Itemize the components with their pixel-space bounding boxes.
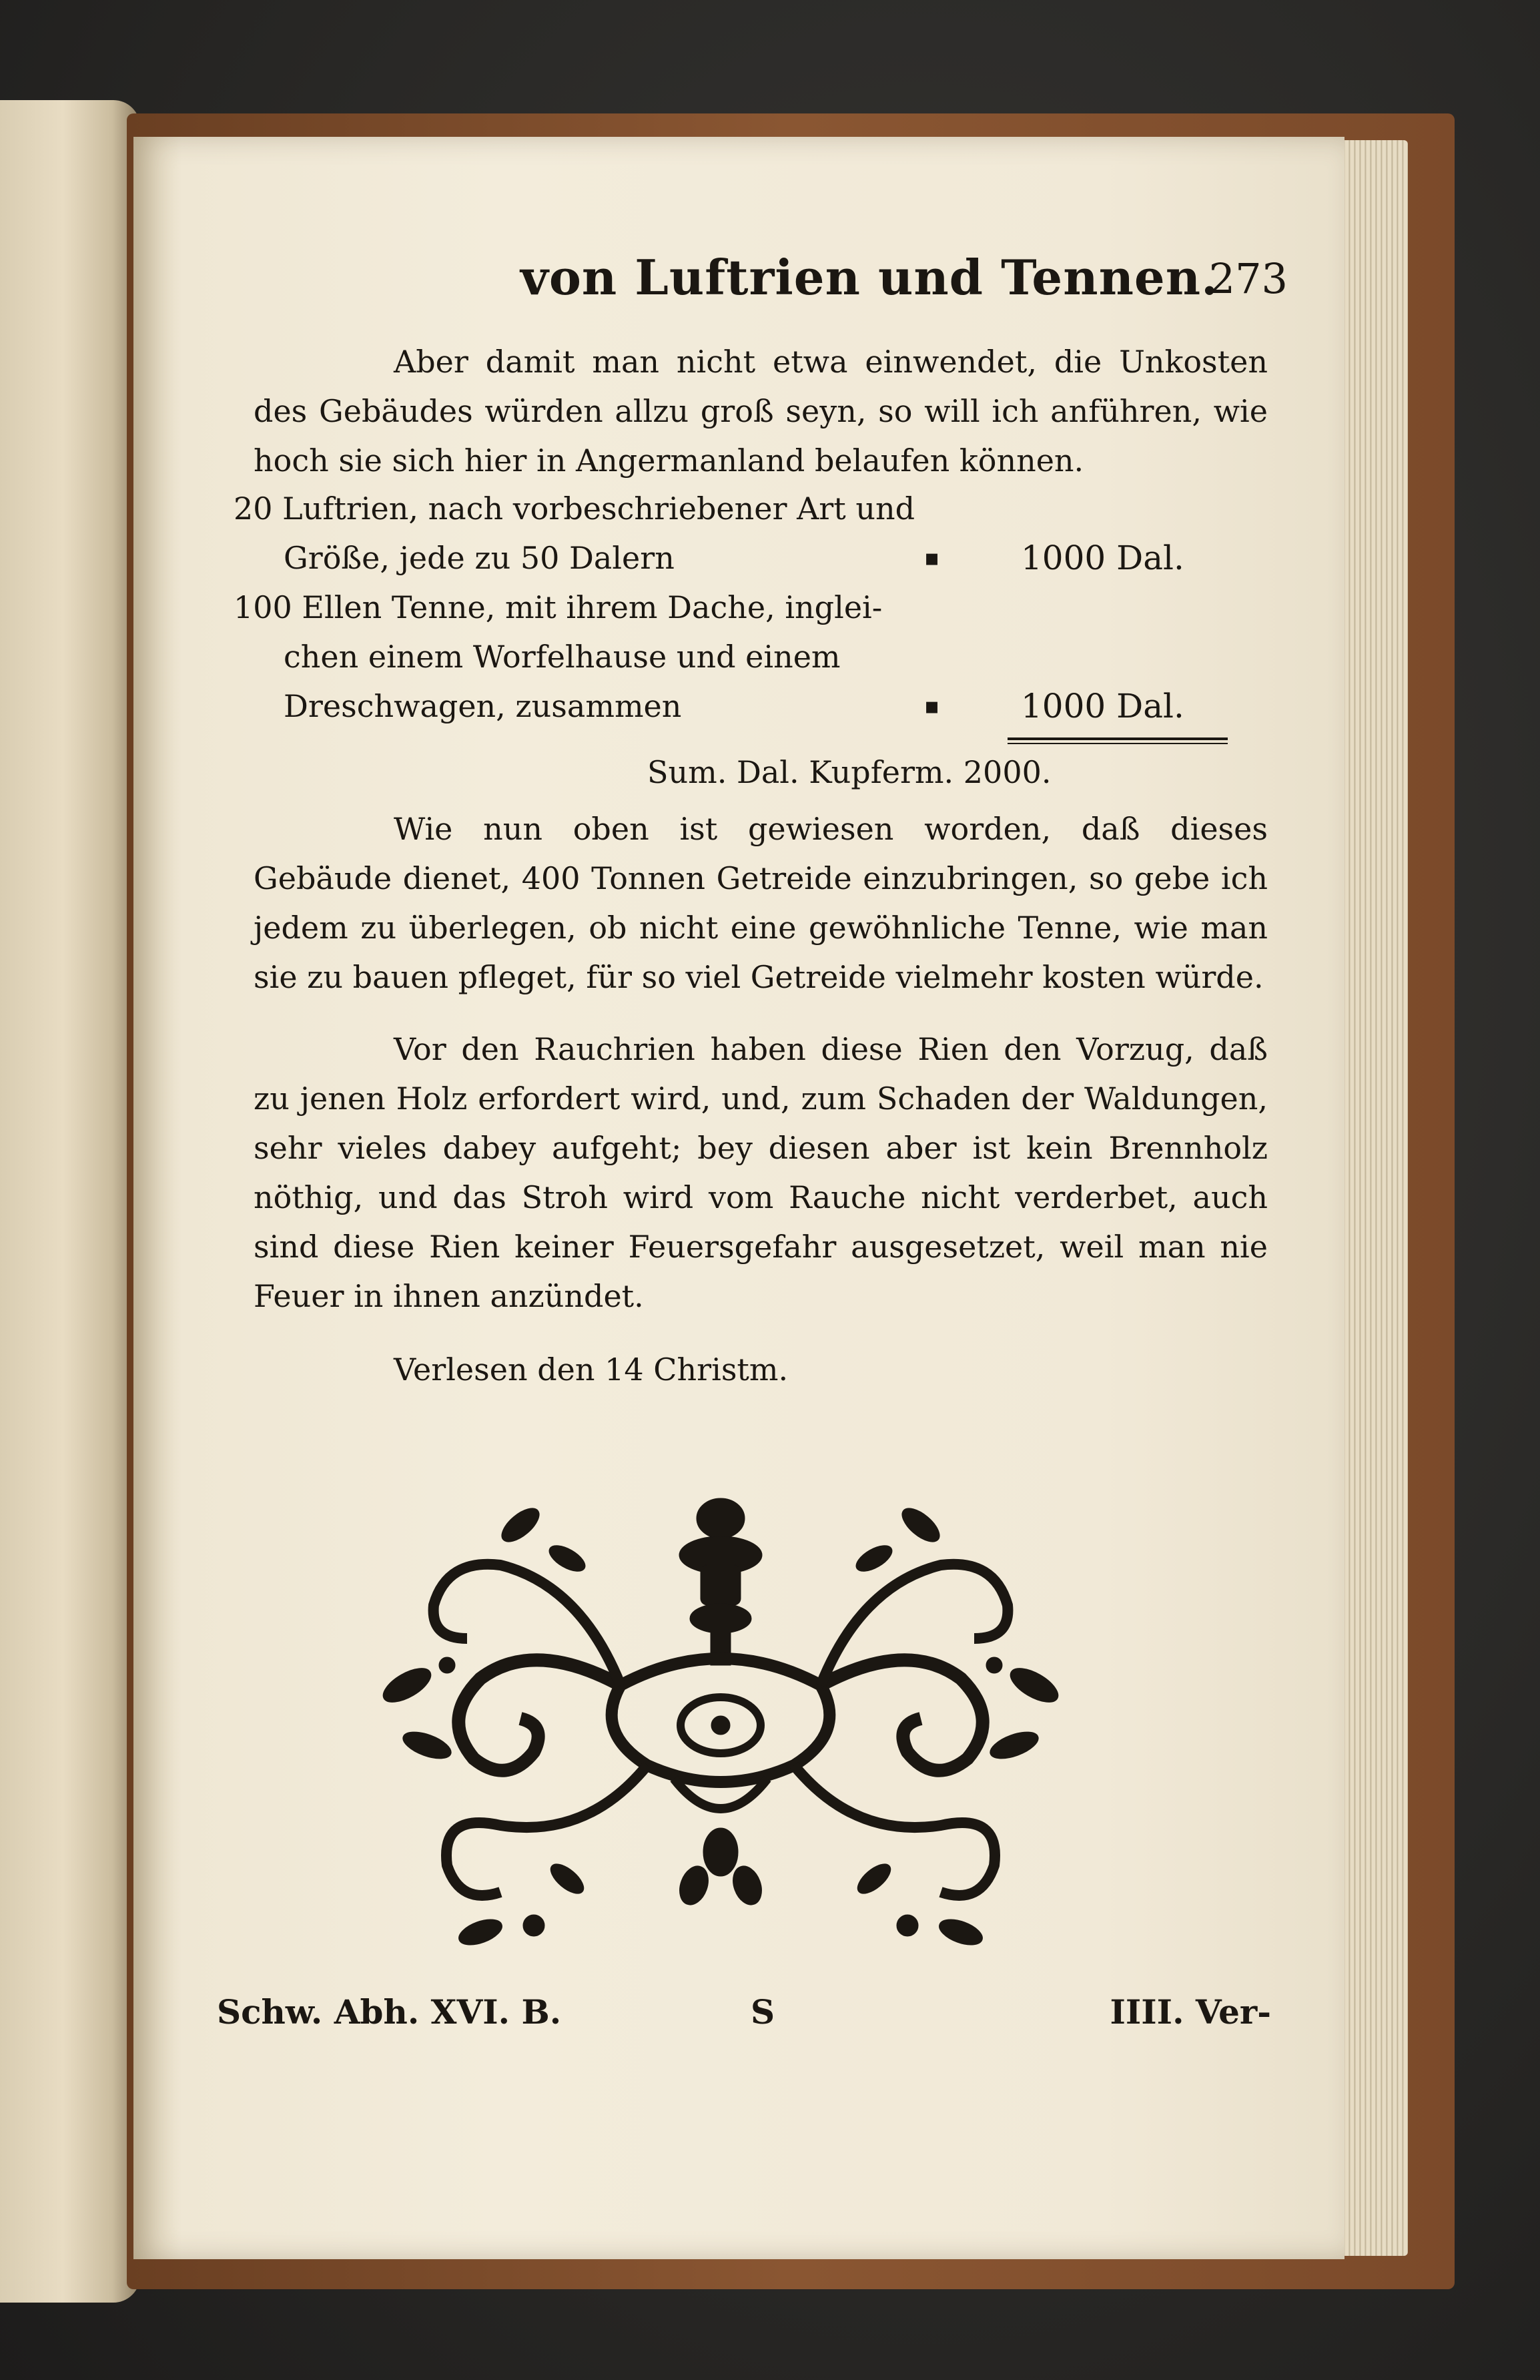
sum-rule bbox=[1008, 737, 1228, 740]
cost-row bbox=[234, 583, 1234, 731]
signature-mark: Schw. Abh. XVI. B. bbox=[217, 1992, 562, 2032]
paragraph-3: Vor den Rauchrien haben diese Rien den Vorzug, daß zu jenen Holz erfordert wird, und, zum Schaden der Waldungen, sehr vieles dabey aufgeht; bey diesen aber ist kein Brennholz nöthig, und das Stroh wird vom Rauche nicht verderbet, auch sind diese Rien keiner Feuersgefahr ausgesetzet, weil man nie Feuer in ihnen anzündet. bbox=[254, 1031, 1268, 1314]
book-page bbox=[133, 137, 1344, 2259]
cost-line: 100 Ellen Tenne, mit ihrem Dache, inglei- bbox=[234, 589, 883, 625]
cost-row bbox=[234, 484, 1234, 583]
paragraph-2: Wie nun oben ist gewiesen worden, daß dieses Gebäude dienet, 400 Tonnen Getreide einzubringen, so gebe ich jedem zu überlegen, ob nicht eine gewöhnliche Tenne, wie man sie zu bauen pfleget, für so viel Getreide vielmehr kosten würde. bbox=[254, 811, 1268, 995]
leader-dot: ▪ bbox=[924, 545, 940, 571]
cost-amount: 1000 Dal. bbox=[1021, 687, 1184, 725]
page-header bbox=[387, 249, 1288, 322]
cost-amount: 1000 Dal. bbox=[1021, 539, 1184, 577]
cost-line: 20 Luftrien, nach vorbeschriebener Art und bbox=[234, 491, 915, 527]
page-number: 273 bbox=[1208, 254, 1288, 303]
signature-letter: S bbox=[751, 1992, 775, 2032]
date-line: Verlesen den 14 Christm. bbox=[394, 1352, 789, 1388]
cost-line: Dreschwagen, zusammen bbox=[284, 688, 682, 724]
leader-dot: ▪ bbox=[924, 693, 940, 719]
running-head: von Luftrien und Tennen. bbox=[520, 249, 1219, 306]
sum-line: Sum. Dal. Kupferm. 2000. bbox=[647, 754, 1052, 790]
previous-page-edge bbox=[0, 100, 140, 2303]
page-block-edges bbox=[1334, 140, 1408, 2256]
paragraph-1: Aber damit man nicht etwa einwendet, die Unkosten des Gebäudes würden allzu groß seyn, so will ich anführen, wie hoch sie sich hier in Angermanland belaufen können. bbox=[254, 344, 1268, 479]
cost-line: Größe, jede zu 50 Dalern bbox=[284, 540, 675, 576]
page-footer bbox=[217, 1992, 1271, 2046]
cost-description bbox=[234, 583, 887, 731]
vignette-ornament bbox=[367, 1465, 1074, 1972]
sum-rule-thin bbox=[1008, 743, 1228, 744]
cost-table bbox=[234, 484, 1234, 790]
cost-line: chen einem Worfelhause und einem bbox=[284, 639, 841, 675]
catchword: IIII. Ver- bbox=[1110, 1992, 1271, 2032]
cost-description bbox=[234, 484, 915, 583]
